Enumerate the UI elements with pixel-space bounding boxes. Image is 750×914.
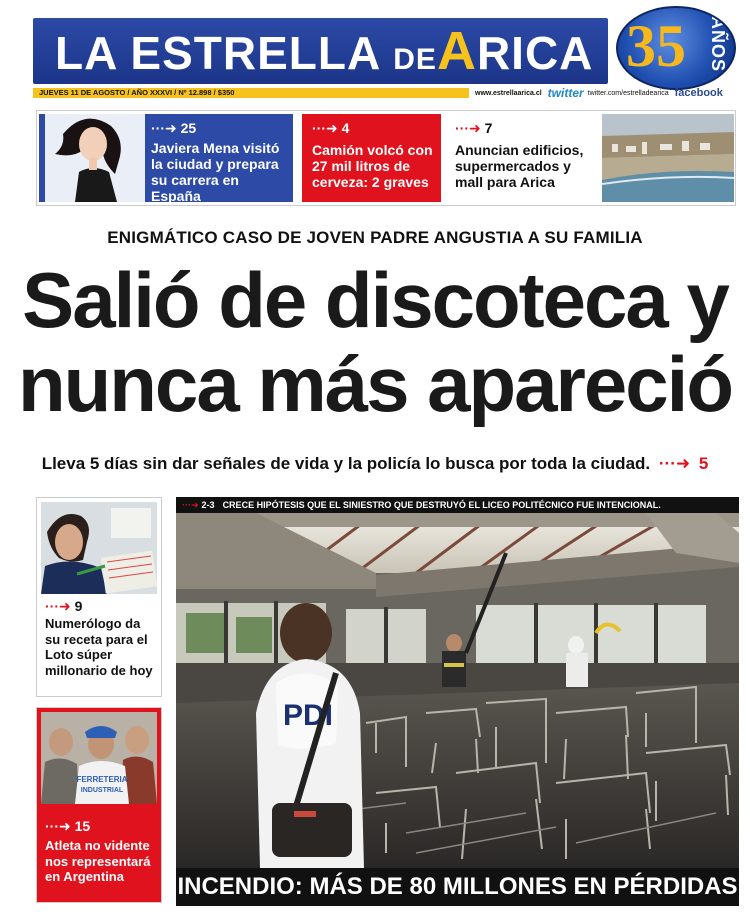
title-part2: RICA — [476, 27, 594, 79]
side-text-atleta: Atleta no vidente nos representará en Argentina — [45, 838, 151, 884]
teaser-javiera-mena[interactable] — [39, 114, 293, 202]
singer-photo — [45, 114, 145, 202]
side-story-numerologo[interactable] — [36, 497, 162, 697]
teaser-text-camion: Camión volcó con 27 mil litros de cerveza: 2 graves — [312, 142, 433, 190]
anniversary-word: AÑOS — [708, 16, 728, 73]
headline-line-2: nunca más apareció — [18, 340, 732, 428]
twitter-link[interactable]: twitter.com/estrelladearica — [587, 89, 669, 97]
shirt-logo-2: INDUSTRIAL — [80, 787, 124, 794]
anniversary-number: 35 — [626, 13, 686, 79]
numerologist-photo — [41, 502, 157, 594]
teaser-strip — [36, 110, 736, 206]
headline-line-1: Salió de discoteca y — [22, 256, 728, 344]
city-photo — [602, 114, 734, 202]
subhead-page: 5 — [698, 454, 709, 473]
info-bar — [33, 86, 739, 100]
side-page-atleta: ···➜ 15 — [45, 818, 91, 834]
arrow-icon: ···➜ — [151, 120, 177, 136]
lead-subhead — [0, 454, 750, 474]
masthead — [33, 6, 739, 92]
photo-caption: INCENDIO: MÁS DE 80 MILLONES EN PÉRDIDAS — [176, 868, 739, 906]
side-text-numerologo: Numerólogo da su receta para el Loto súper millonario de hoy — [45, 616, 153, 678]
teaser-page-camion: ···➜ 4 — [312, 120, 350, 136]
photo-topline — [176, 497, 739, 513]
subhead-text: Lleva 5 días sin dar señales de vida y la policía lo busca por toda la ciudad. — [41, 454, 651, 473]
newspaper-title — [55, 21, 594, 85]
photo-topline-text: CRECE HIPÓTESIS QUE EL SINIESTRO QUE DESTRUYÓ EL LICEO POLITÉCNICO FUE INTENCIONAL. — [222, 500, 661, 510]
title-de: DE — [393, 43, 437, 76]
teaser-camion[interactable] — [302, 114, 441, 202]
photo-pages: 2-3 — [201, 500, 215, 510]
photo-story-incendio[interactable] — [176, 497, 739, 906]
twitter-logo: twitter — [547, 86, 584, 100]
title-part1: LA ESTRELLA — [55, 27, 394, 79]
teaser-page-edificios: ···➜ 7 — [455, 120, 493, 136]
arrow-icon: ···➜ — [45, 598, 71, 614]
facebook-logo: facebook — [674, 87, 723, 99]
teaser-edificios[interactable] — [451, 114, 734, 202]
shirt-logo: FERRETERIA — [76, 775, 128, 784]
athlete-photo — [41, 712, 157, 804]
arrow-icon: ···➜ — [45, 818, 71, 834]
title-a: A — [436, 21, 477, 81]
issue-info: JUEVES 11 DE AGOSTO / AÑO XXXVI / Nº 12.898 / $350 — [33, 88, 469, 98]
teaser-text-edificios: Anuncian edificios, supermercados y mall para Arica — [455, 142, 584, 190]
teaser-text-javiera: Javiera Mena visitó la ciudad y prepara su carrera en España — [151, 140, 280, 204]
fire-scene-photo — [176, 513, 739, 868]
arrow-icon: ···➜ — [312, 120, 338, 136]
side-story-atleta[interactable] — [36, 707, 162, 903]
lead-kicker: ENIGMÁTICO CASO DE JOVEN PADRE ANGUSTIA A SU FAMILIA — [107, 228, 643, 247]
arrow-icon: ···➜ — [455, 120, 481, 136]
pdi-logo: PDI — [282, 699, 334, 732]
website-link[interactable]: www.estrellaarica.cl — [475, 89, 542, 97]
teaser-page-javiera: ···➜ 25 — [151, 120, 197, 136]
arrow-icon: ···➜ — [182, 500, 199, 510]
arrow-icon: ···➜ — [658, 454, 691, 473]
lead-headline[interactable] — [0, 258, 750, 426]
side-page-numerologo: ···➜ 9 — [45, 598, 83, 614]
anniversary-logo — [616, 6, 736, 90]
